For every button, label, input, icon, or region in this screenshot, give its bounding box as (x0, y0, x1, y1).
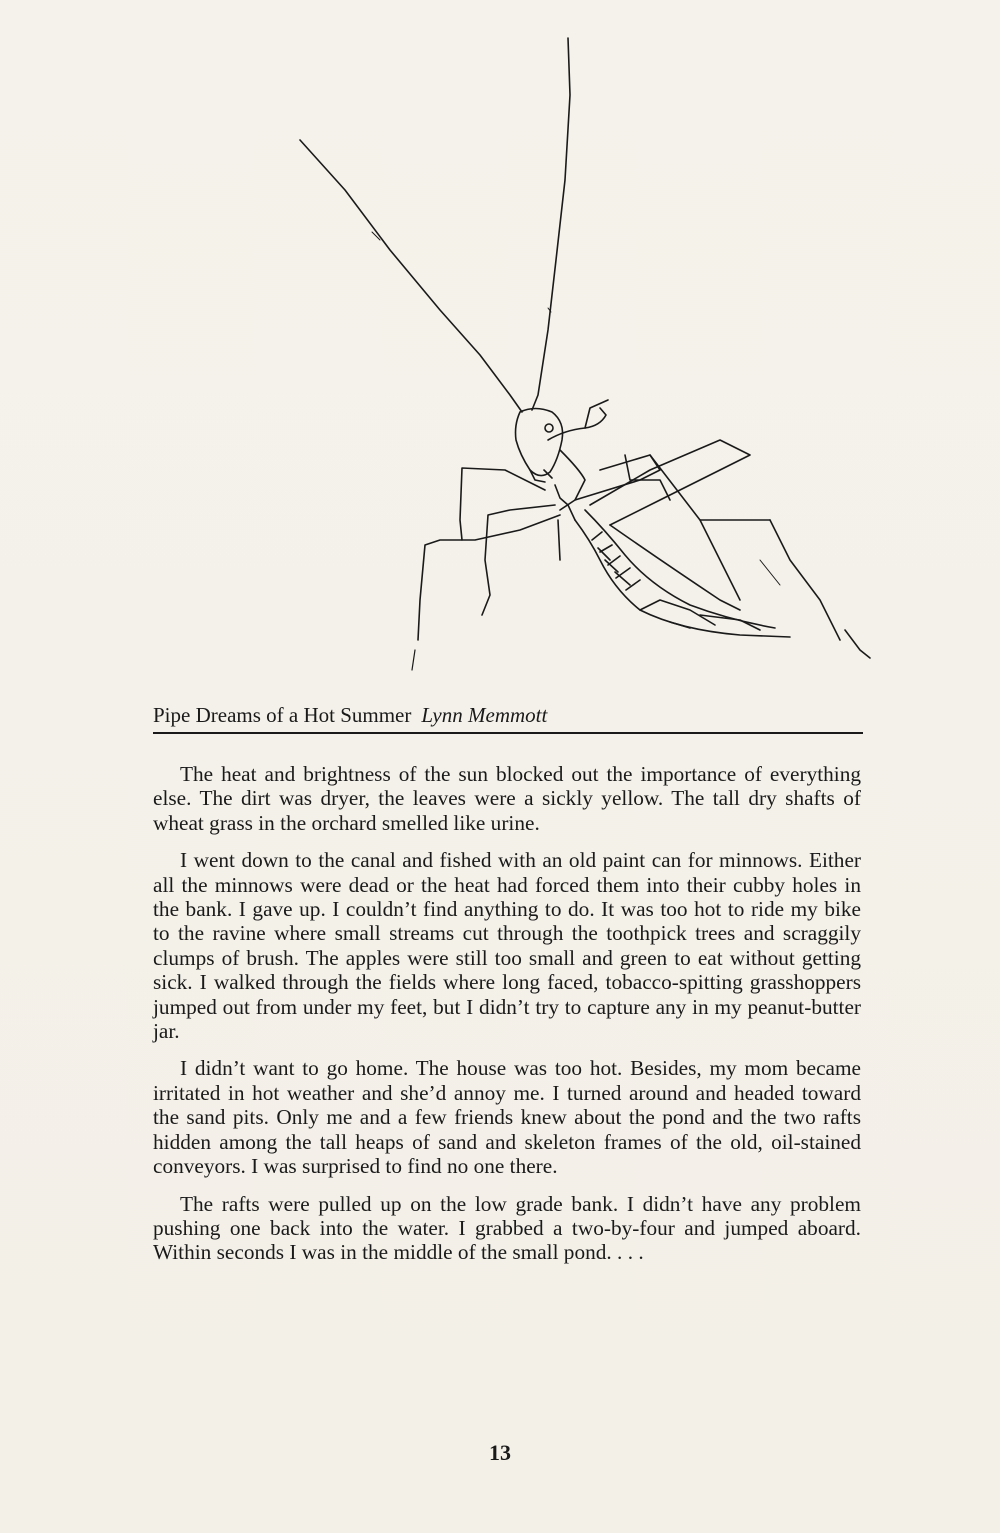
story-heading (153, 700, 863, 730)
story-body (153, 762, 861, 1278)
grasshopper-illustration (280, 30, 900, 690)
story-author: Lynn Memmott (421, 703, 548, 727)
paragraph-3: I didn’t want to go home. The house was too hot. Besides, my mom became irritated in hot weather and she’d annoy me. I turned around and headed toward the sand pits. Only me and a few friends knew about the pond and the two rafts hidden among the tall heaps of sand and skeleton frames of the old, oil-stained conveyors. I was surprised to find no one there. (153, 1056, 861, 1179)
story-title: Pipe Dreams of a Hot Summer (153, 703, 412, 727)
title-rule (153, 732, 863, 734)
paragraph-1: The heat and brightness of the sun blocked out the importance of everything else. The dirt was dryer, the leaves were a sickly yellow. The tall dry shafts of wheat grass in the orchard smelled like urine. (153, 762, 861, 835)
page-number: 13 (489, 1440, 511, 1465)
paragraph-4: The rafts were pulled up on the low grade bank. I didn’t have any problem pushing one back into the water. I grabbed a two-by-four and jumped aboard. Within seconds I was in the middle of the small pond. . . . (153, 1191, 861, 1265)
paragraph-2: I went down to the canal and fished with an old paint can for minnows. Either all the minnows were dead or the heat had forced them into their cubby holes in the bank. I gave up. I couldn’t find anything to do. It was too hot to ride my bike to the ravine where small streams cut through the toothpick trees and scraggily clumps of brush. The apples were still too small and green to eat without getting sick. I walked through the fields where long faced, tobacco-spitting grasshoppers jumped out from under my feet, but I didn’t try to capture any in my peanut-butter jar. (153, 848, 861, 1044)
